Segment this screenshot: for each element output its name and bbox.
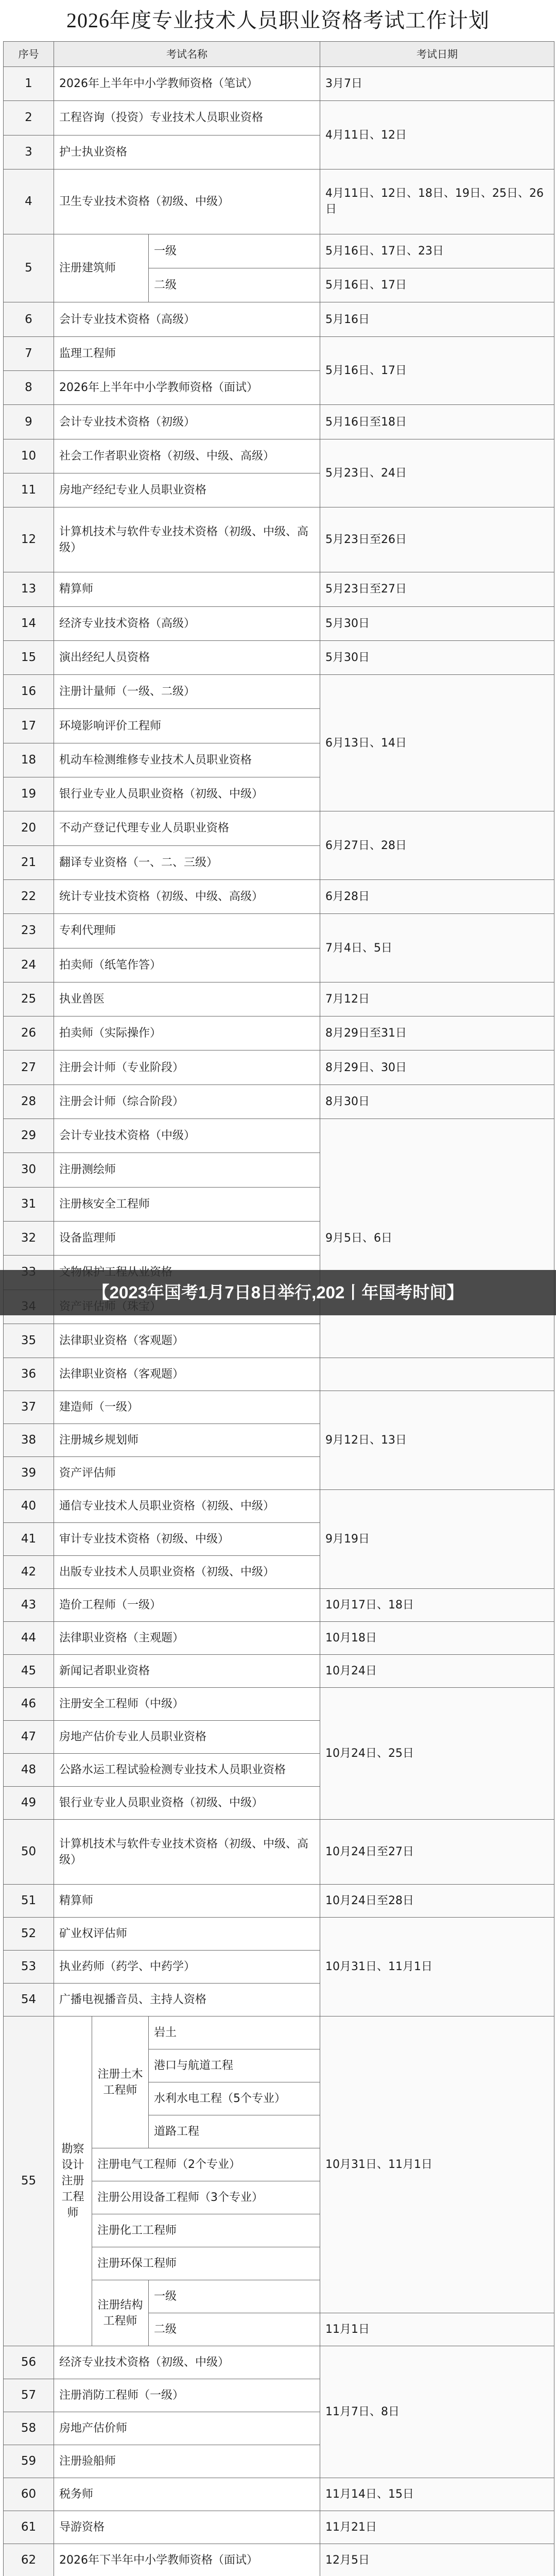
row-number: 9 bbox=[4, 405, 54, 439]
exam-name: 注册核安全工程师 bbox=[54, 1187, 320, 1221]
exam-date: 10月24日 bbox=[320, 1655, 554, 1688]
exam-name: 会计专业技术资格（中级） bbox=[54, 1119, 320, 1153]
row-number: 50 bbox=[4, 1820, 54, 1885]
row-number: 40 bbox=[4, 1490, 54, 1523]
row-number: 32 bbox=[4, 1221, 54, 1255]
table-row bbox=[4, 169, 554, 234]
table-row bbox=[4, 1918, 554, 1951]
exam-name: 拍卖师（纸笔作答） bbox=[54, 948, 320, 982]
exam-date: 9月5日、6日 bbox=[320, 1119, 554, 1358]
row-number: 37 bbox=[4, 1391, 54, 1424]
exam-name: 法律职业资格（客观题） bbox=[54, 1358, 320, 1391]
row-number: 2 bbox=[4, 101, 54, 135]
exam-name: 通信专业技术人员职业资格（初级、中级） bbox=[54, 1490, 320, 1523]
row-number: 47 bbox=[4, 1721, 54, 1754]
exam-date: 11月7日、8日 bbox=[320, 2346, 554, 2478]
exam-name: 法律职业资格（客观题） bbox=[54, 1324, 320, 1358]
row-number: 26 bbox=[4, 1016, 54, 1050]
exam-sub-level: 二级 bbox=[149, 2313, 320, 2346]
table-row bbox=[4, 1589, 554, 1622]
row-number: 3 bbox=[4, 135, 54, 169]
row-number: 56 bbox=[4, 2346, 54, 2379]
row-number: 1 bbox=[4, 67, 54, 101]
exam-name: 注册建筑师 bbox=[54, 234, 149, 302]
exam-name: 出版专业技术人员职业资格（初级、中级） bbox=[54, 1556, 320, 1589]
table-row bbox=[4, 2016, 554, 2049]
caption-overlay-banner bbox=[0, 1270, 556, 1315]
table-row bbox=[4, 914, 554, 948]
table-row bbox=[4, 234, 554, 268]
exam-sub-level: 水利水电工程（5个专业） bbox=[149, 2082, 320, 2115]
exam-group: 注册化工工程师 bbox=[92, 2214, 320, 2247]
exam-name: 2026年上半年中小学教师资格（笔试） bbox=[54, 67, 320, 101]
exam-name: 注册测绘师 bbox=[54, 1153, 320, 1187]
exam-date: 7月12日 bbox=[320, 982, 554, 1016]
table-row bbox=[4, 1119, 554, 1153]
table-row bbox=[4, 640, 554, 674]
exam-name: 房地产估价专业人员职业资格 bbox=[54, 1721, 320, 1754]
row-number: 18 bbox=[4, 743, 54, 777]
exam-group: 注册环保工程师 bbox=[92, 2247, 320, 2280]
exam-name: 房地产估价师 bbox=[54, 2412, 320, 2445]
table-row bbox=[4, 1820, 554, 1885]
exam-name: 设备监理师 bbox=[54, 1221, 320, 1255]
exam-sub-level: 二级 bbox=[149, 268, 320, 302]
exam-name: 造价工程师（一级） bbox=[54, 1589, 320, 1622]
exam-date: 6月28日 bbox=[320, 879, 554, 913]
exam-sub-level: 一级 bbox=[149, 234, 320, 268]
document-title: 2026年度专业技术人员职业资格考试工作计划 bbox=[66, 9, 490, 32]
table-row bbox=[4, 439, 554, 473]
exam-sub-level: 港口与航道工程 bbox=[149, 2049, 320, 2082]
row-number: 19 bbox=[4, 777, 54, 811]
table-row bbox=[4, 1084, 554, 1118]
exam-date: 8月29日至31日 bbox=[320, 1016, 554, 1050]
exam-date: 9月12日、13日 bbox=[320, 1391, 554, 1490]
exam-group: 注册土木工程师 bbox=[92, 2016, 149, 2148]
table-row bbox=[4, 606, 554, 640]
exam-name: 卫生专业技术资格（初级、中级） bbox=[54, 169, 320, 234]
row-number: 52 bbox=[4, 1918, 54, 1951]
exam-name: 执业药师（药学、中药学） bbox=[54, 1951, 320, 1984]
exam-group: 注册电气工程师（2个专业） bbox=[92, 2148, 320, 2181]
exam-name: 2026年上半年中小学教师资格（面试） bbox=[54, 371, 320, 405]
exam-name: 不动产登记代理专业人员职业资格 bbox=[54, 811, 320, 845]
row-number: 58 bbox=[4, 2412, 54, 2445]
exam-date: 10月24日至28日 bbox=[320, 1885, 554, 1918]
table-row bbox=[4, 67, 554, 101]
table-row bbox=[4, 405, 554, 439]
row-number: 11 bbox=[4, 473, 54, 507]
exam-date: 6月27日、28日 bbox=[320, 811, 554, 880]
table-row bbox=[4, 1885, 554, 1918]
exam-date: 5月16日至18日 bbox=[320, 405, 554, 439]
table-row bbox=[4, 2511, 554, 2544]
row-number: 31 bbox=[4, 1187, 54, 1221]
table-row bbox=[4, 879, 554, 913]
table-row bbox=[4, 1655, 554, 1688]
table-row bbox=[4, 982, 554, 1016]
row-number: 15 bbox=[4, 640, 54, 674]
row-number: 25 bbox=[4, 982, 54, 1016]
table-row bbox=[4, 1688, 554, 1721]
table-row bbox=[4, 1050, 554, 1084]
row-number: 20 bbox=[4, 811, 54, 845]
exam-name: 注册会计师（综合阶段） bbox=[54, 1084, 320, 1118]
exam-date: 5月30日 bbox=[320, 606, 554, 640]
row-number: 24 bbox=[4, 948, 54, 982]
row-number: 28 bbox=[4, 1084, 54, 1118]
exam-name: 法律职业资格（主观题） bbox=[54, 1622, 320, 1655]
exam-name: 房地产经纪专业人员职业资格 bbox=[54, 473, 320, 507]
table-row bbox=[4, 811, 554, 845]
row-number: 38 bbox=[4, 1424, 54, 1457]
table-row bbox=[4, 507, 554, 572]
exam-date: 3月7日 bbox=[320, 67, 554, 101]
row-number: 22 bbox=[4, 879, 54, 913]
table-row bbox=[4, 2544, 554, 2576]
exam-date: 6月13日、14日 bbox=[320, 675, 554, 811]
exam-date: 5月23日、24日 bbox=[320, 439, 554, 507]
row-number: 59 bbox=[4, 2445, 54, 2478]
exam-date: 10月31日、11月1日 bbox=[320, 1918, 554, 2016]
exam-name: 注册城乡规划师 bbox=[54, 1424, 320, 1457]
exam-name: 计算机技术与软件专业技术资格（初级、中级、高级） bbox=[54, 507, 320, 572]
exam-date: 12月5日 bbox=[320, 2544, 554, 2576]
exam-date: 10月18日 bbox=[320, 1622, 554, 1655]
exam-name: 专利代理师 bbox=[54, 914, 320, 948]
exam-date: 10月17日、18日 bbox=[320, 1589, 554, 1622]
exam-date: 5月16日、17日 bbox=[320, 336, 554, 405]
exam-name: 新闻记者职业资格 bbox=[54, 1655, 320, 1688]
exam-name: 审计专业技术资格（初级、中级） bbox=[54, 1523, 320, 1556]
exam-date: 8月29日、30日 bbox=[320, 1050, 554, 1084]
table-row bbox=[4, 1490, 554, 1523]
row-number: 35 bbox=[4, 1324, 54, 1358]
exam-name: 矿业权评估师 bbox=[54, 1918, 320, 1951]
row-number: 49 bbox=[4, 1787, 54, 1820]
exam-group: 注册公用设备工程师（3个专业） bbox=[92, 2181, 320, 2214]
exam-name: 执业兽医 bbox=[54, 982, 320, 1016]
exam-group: 注册结构工程师 bbox=[92, 2280, 149, 2346]
exam-name: 注册会计师（专业阶段） bbox=[54, 1050, 320, 1084]
row-number: 45 bbox=[4, 1655, 54, 1688]
exam-name: 监理工程师 bbox=[54, 336, 320, 370]
table-row bbox=[4, 2478, 554, 2511]
table-row bbox=[4, 675, 554, 709]
exam-date: 7月4日、5日 bbox=[320, 914, 554, 982]
caption-overlay-text: 【2023年国考1月7日8日举行,202丨年国考时间】 bbox=[92, 1283, 464, 1302]
exam-name: 银行业专业人员职业资格（初级、中级） bbox=[54, 777, 320, 811]
table-row bbox=[4, 572, 554, 606]
exam-name: 税务师 bbox=[54, 2478, 320, 2511]
header-seq: 序号 bbox=[4, 42, 54, 67]
exam-date: 10月24日、25日 bbox=[320, 1688, 554, 1820]
row-number: 27 bbox=[4, 1050, 54, 1084]
exam-name: 注册安全工程师（中级） bbox=[54, 1688, 320, 1721]
exam-name: 导游资格 bbox=[54, 2511, 320, 2544]
exam-date: 10月31日、11月1日 bbox=[320, 2016, 554, 2313]
row-number: 12 bbox=[4, 507, 54, 572]
row-number: 57 bbox=[4, 2379, 54, 2412]
exam-date: 4月11日、12日、18日、19日、25日、26日 bbox=[320, 169, 554, 234]
row-number: 29 bbox=[4, 1119, 54, 1153]
row-number: 5 bbox=[4, 234, 54, 302]
row-number: 23 bbox=[4, 914, 54, 948]
row-number: 43 bbox=[4, 1589, 54, 1622]
row-number: 53 bbox=[4, 1951, 54, 1984]
row-number: 55 bbox=[4, 2016, 54, 2346]
exam-name: 注册验船师 bbox=[54, 2445, 320, 2478]
exam-name: 资产评估师 bbox=[54, 1457, 320, 1490]
exam-name: 注册计量师（一级、二级） bbox=[54, 675, 320, 709]
exam-name: 精算师 bbox=[54, 1885, 320, 1918]
exam-date: 5月16日 bbox=[320, 302, 554, 336]
exam-name: 经济专业技术资格（高级） bbox=[54, 606, 320, 640]
exam-name: 环境影响评价工程师 bbox=[54, 709, 320, 743]
exam-name: 银行业专业人员职业资格（初级、中级） bbox=[54, 1787, 320, 1820]
exam-date: 8月30日 bbox=[320, 1084, 554, 1118]
exam-name: 注册消防工程师（一级） bbox=[54, 2379, 320, 2412]
header-exam-name: 考试名称 bbox=[54, 42, 320, 67]
table-row bbox=[4, 101, 554, 135]
row-number: 48 bbox=[4, 1754, 54, 1787]
row-number: 8 bbox=[4, 371, 54, 405]
exam-name: 会计专业技术资格（初级） bbox=[54, 405, 320, 439]
table-row bbox=[4, 1622, 554, 1655]
exam-date: 4月11日、12日 bbox=[320, 101, 554, 170]
exam-name: 统计专业技术资格（初级、中级、高级） bbox=[54, 879, 320, 913]
exam-name: 精算师 bbox=[54, 572, 320, 606]
row-number: 39 bbox=[4, 1457, 54, 1490]
row-number: 46 bbox=[4, 1688, 54, 1721]
table-row bbox=[4, 302, 554, 336]
exam-name: 广播电视播音员、主持人资格 bbox=[54, 1984, 320, 2016]
row-number: 60 bbox=[4, 2478, 54, 2511]
table-row bbox=[4, 1391, 554, 1424]
row-number: 42 bbox=[4, 1556, 54, 1589]
exam-name: 计算机技术与软件专业技术资格（初级、中级、高级） bbox=[54, 1820, 320, 1885]
exam-date: 5月30日 bbox=[320, 640, 554, 674]
exam-name: 2026年下半年中小学教师资格（面试） bbox=[54, 2544, 320, 2576]
row-number: 62 bbox=[4, 2544, 54, 2576]
row-number: 30 bbox=[4, 1153, 54, 1187]
exam-sub-level: 岩土 bbox=[149, 2016, 320, 2049]
table-row bbox=[4, 336, 554, 370]
exam-date: 11月14日、15日 bbox=[320, 2478, 554, 2511]
row-number: 54 bbox=[4, 1984, 54, 2016]
exam-date: 5月16日、17日、23日 bbox=[320, 234, 554, 268]
exam-date: 5月23日至26日 bbox=[320, 507, 554, 572]
row-number: 14 bbox=[4, 606, 54, 640]
exam-name: 翻译专业资格（一、二、三级） bbox=[54, 845, 320, 879]
exam-date: 9月19日 bbox=[320, 1490, 554, 1589]
exam-name: 护士执业资格 bbox=[54, 135, 320, 169]
row-number: 44 bbox=[4, 1622, 54, 1655]
row-number: 17 bbox=[4, 709, 54, 743]
exam-date: 5月16日、17日 bbox=[320, 268, 554, 302]
exam-date: 11月21日 bbox=[320, 2511, 554, 2544]
row-number: 16 bbox=[4, 675, 54, 709]
exam-name: 建造师（一级） bbox=[54, 1391, 320, 1424]
header-exam-date: 考试日期 bbox=[320, 42, 554, 67]
table-row bbox=[4, 1016, 554, 1050]
exam-date: 10月24日至27日 bbox=[320, 1820, 554, 1885]
row-number: 21 bbox=[4, 845, 54, 879]
exam-category: 勘察设计注册工程师 bbox=[54, 2016, 92, 2346]
row-number: 4 bbox=[4, 169, 54, 234]
exam-name: 经济专业技术资格（初级、中级） bbox=[54, 2346, 320, 2379]
row-number: 6 bbox=[4, 302, 54, 336]
table-header-row bbox=[4, 42, 554, 67]
row-number: 13 bbox=[4, 572, 54, 606]
row-number: 36 bbox=[4, 1358, 54, 1391]
exam-date: 11月1日 bbox=[320, 2313, 554, 2346]
exam-name: 拍卖师（实际操作） bbox=[54, 1016, 320, 1050]
exam-sub-level: 道路工程 bbox=[149, 2115, 320, 2148]
exam-name: 社会工作者职业资格（初级、中级、高级） bbox=[54, 439, 320, 473]
exam-date: 5月23日至27日 bbox=[320, 572, 554, 606]
exam-name: 会计专业技术资格（高级） bbox=[54, 302, 320, 336]
exam-name: 工程咨询（投资）专业技术人员职业资格 bbox=[54, 101, 320, 135]
exam-sub-level: 一级 bbox=[149, 2280, 320, 2313]
row-number: 61 bbox=[4, 2511, 54, 2544]
table-row bbox=[4, 1358, 554, 1391]
exam-name: 机动车检测维修专业技术人员职业资格 bbox=[54, 743, 320, 777]
row-number: 51 bbox=[4, 1885, 54, 1918]
row-number: 41 bbox=[4, 1523, 54, 1556]
exam-name: 公路水运工程试验检测专业技术人员职业资格 bbox=[54, 1754, 320, 1787]
row-number: 10 bbox=[4, 439, 54, 473]
row-number: 7 bbox=[4, 336, 54, 370]
exam-name: 演出经纪人员资格 bbox=[54, 640, 320, 674]
table-row bbox=[4, 2346, 554, 2379]
